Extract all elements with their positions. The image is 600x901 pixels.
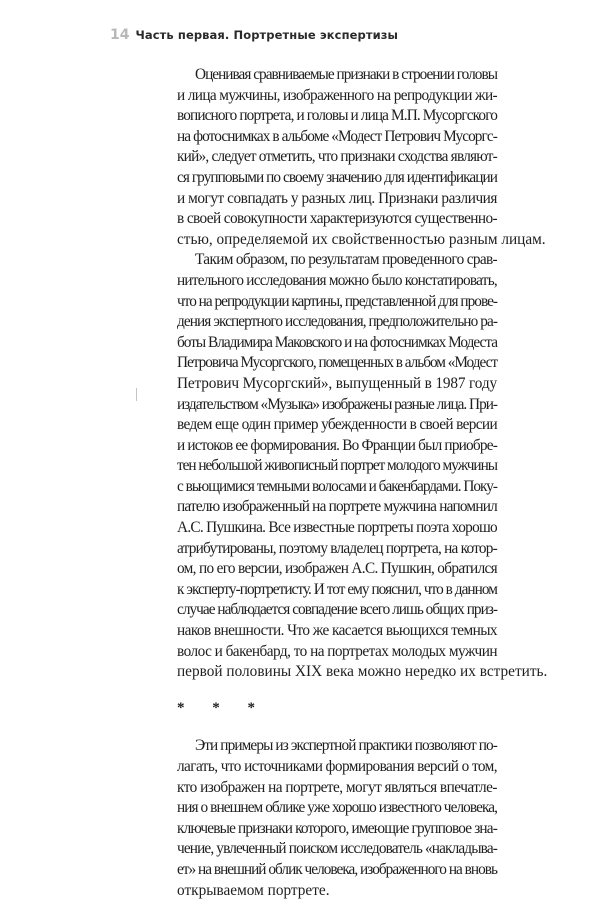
text-line: кто изображен на портрете, могут являться впечатле- — [177, 778, 497, 796]
running-header — [110, 27, 398, 43]
text-line: ся групповыми по своему значению для идентификации — [177, 168, 497, 186]
section-separator: * * * — [177, 699, 267, 716]
text-line: чение, увлеченный поиском исследователь «накладыва- — [177, 840, 497, 858]
text-line: пателю изображенный на портрете мужчина напомнил — [177, 498, 497, 516]
text-line: боты Владимира Маковского и на фотоснимках Модеста — [177, 333, 497, 351]
text-line: А.С. Пушкина. Все известные портреты поэта хорошо — [177, 519, 497, 537]
body-text — [159, 65, 548, 901]
text-line: ведем еще один пример убежденности в своей версии — [177, 416, 497, 434]
text-line: и могут совпадать у разных лиц. Признаки различия — [177, 189, 497, 207]
text-line: Таким образом, по результатам проведенного срав- — [195, 251, 497, 269]
text-line: и лица мужчины, изображенного на репродукции жи- — [177, 86, 497, 104]
text-line: Оценивая сравниваемые признаки в строении головы — [195, 66, 497, 83]
margin-mark — [136, 388, 137, 401]
text-line: волос и бакенбард, то на портретах молодых мужчин — [177, 642, 497, 660]
text-line: Петрович Мусоргский», выпущенный в 1987 году — [177, 374, 497, 392]
text-line: ет» на внешний облик человека, изображенного на вновь — [177, 860, 497, 878]
paragraph-1 — [159, 65, 546, 250]
text-line: стью, определяемой их свойственностью разным лицам. — [177, 230, 546, 248]
page-number: 14 — [110, 27, 130, 43]
paragraph-3 — [159, 736, 497, 901]
text-line: что на репродукции картины, представленной для прове- — [177, 292, 497, 310]
text-line: дения экспертного исследования, предположительно ра- — [177, 313, 497, 331]
paragraph-2 — [159, 250, 548, 682]
text-line: к эксперту-портретисту. И тот ему пояснил, что в данном — [177, 580, 497, 598]
text-line: открываемом портрете. — [177, 881, 330, 899]
text-line: в своей совокупности характеризуются существенно- — [177, 210, 497, 228]
text-line: первой половины XIX века можно нередко их встретить. — [177, 663, 548, 681]
text-line: атрибутированы, поэтому владелец портрета, на котор- — [177, 539, 497, 557]
text-line: вописного портрета, и головы и лица М.П. Мусоргского — [177, 107, 497, 125]
text-line: ния о внешнем облике уже хорошо известного человека, — [177, 799, 497, 817]
text-line: издательством «Музыка» изображены разные лица. При- — [177, 395, 497, 413]
text-line: Петровича Мусоргского, помещенных в альбом «Модест — [177, 354, 497, 372]
text-line: тен небольшой живописный портрет молодого мужчины — [177, 457, 497, 475]
text-line: случае наблюдается совпадение всего лишь общих приз- — [177, 601, 497, 619]
text-line: ключевые признаки которого, имеющие групповое зна- — [177, 819, 497, 837]
text-line: с вьющимися темными волосами и бакенбардами. Поку- — [177, 477, 497, 495]
text-line: нительного исследования можно было констатировать, — [177, 271, 497, 289]
text-line: ом, по его версии, изображен А.С. Пушкин, обратился — [177, 560, 497, 578]
running-head-title: Часть первая. Портретные экспертизы — [135, 28, 399, 42]
text-line: лагать, что источниками формирования версий о том, — [177, 758, 497, 775]
text-line: наков внешности. Что же касается вьющихся темных — [177, 622, 497, 640]
text-line: и истоков ее формирования. Во Франции был приобре- — [177, 436, 497, 454]
text-line: Эти примеры из экспертной практики позволяют по- — [195, 737, 497, 755]
text-line: на фотоснимках в альбоме «Модест Петрович Мусоргс- — [177, 127, 497, 145]
text-line: кий», следует отметить, что признаки сходства являют- — [177, 148, 497, 166]
